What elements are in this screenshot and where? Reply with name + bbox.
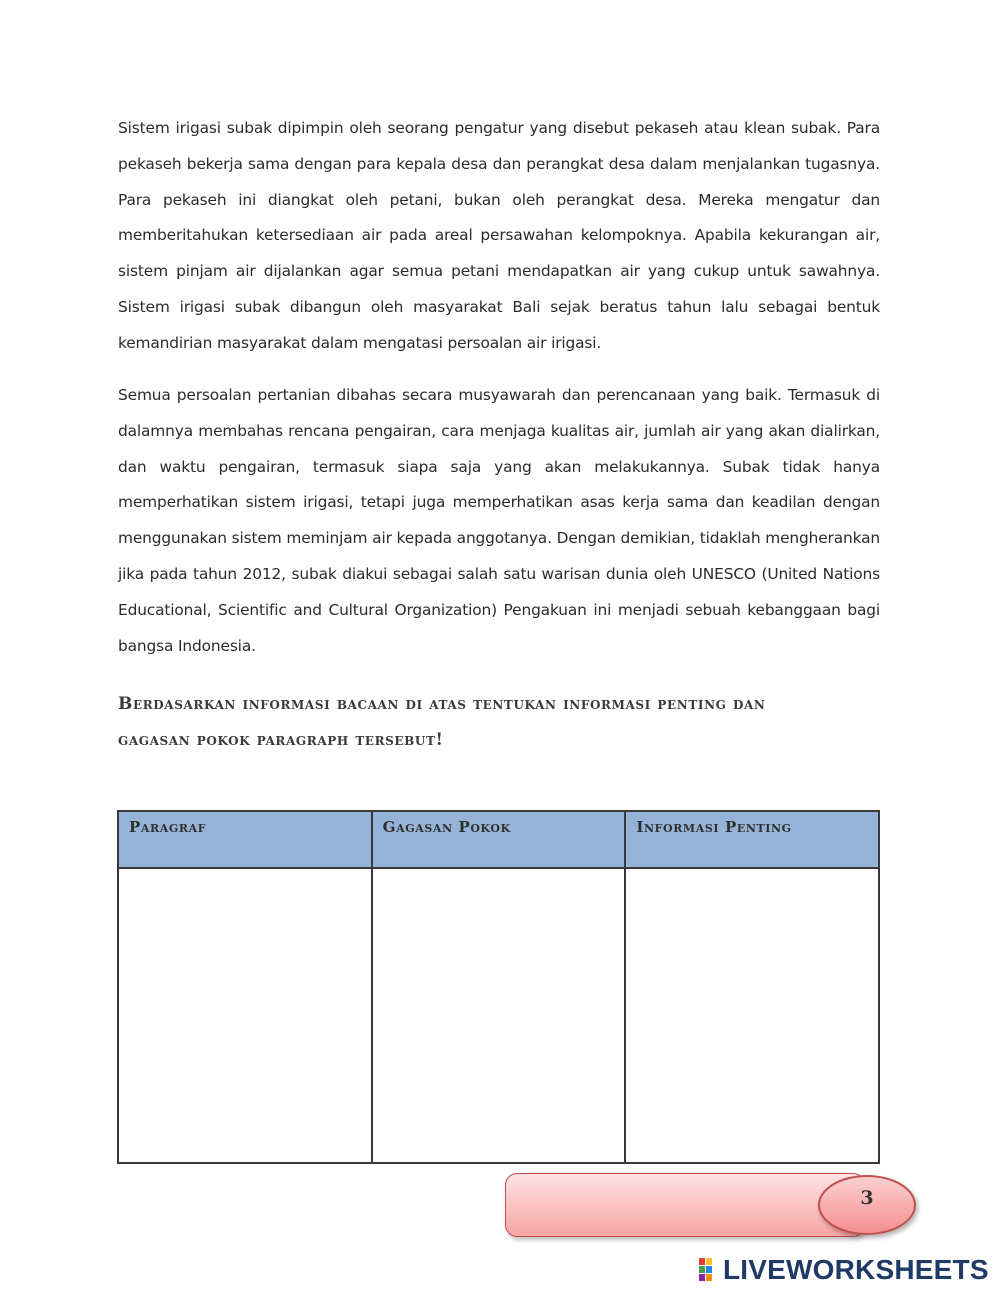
page-number: 3 — [818, 1175, 916, 1235]
brand-text: LIVEWORKSHEETS — [723, 1254, 989, 1285]
liveworksheets-logo-icon — [698, 1256, 720, 1284]
answer-table — [117, 810, 880, 1164]
instruction-line-1: Berdasarkan informasi bacaan di atas tentukan informasi penting dan — [118, 694, 766, 714]
answer-cell-informasi-penting[interactable] — [626, 869, 878, 1162]
answer-cell-paragraf[interactable] — [119, 869, 371, 1162]
instruction-line-2: gagasan pokok paragraph tersebut! — [118, 730, 444, 750]
page-footer-bar — [505, 1173, 865, 1237]
header-gagasan-pokok: Gagasan Pokok — [373, 812, 625, 867]
answer-cell-gagasan-pokok[interactable] — [373, 869, 625, 1162]
liveworksheets-brand — [698, 1252, 989, 1288]
instruction-text — [118, 686, 888, 758]
paragraph-2: Semua persoalan pertanian dibahas secara musyawarah dan perencanaan yang baik. Termasuk di dalamnya membahas rencana pengairan, cara menjaga kualitas air, jumlah air yang akan dialirkan, dan waktu pengairan, termasuk siapa saja yang akan melakukannya. Subak tidak hanya memperhatikan sistem irigasi, tetapi juga memperhatikan asas kerja sama dan keadilan dengan menggunakan sistem meminjam air kepada anggotanya. Dengan demikian, tidaklah mengherankan jika pada tahun 2012, subak diakui sebagai salah satu warisan dunia oleh UNESCO (United Nations Educational, Scientific and Cultural Organization) Pengakuan ini menjadi sebuah kebanggaan bagi bangsa Indonesia. — [118, 386, 880, 655]
paragraph-1: Sistem irigasi subak dipimpin oleh seorang pengatur yang disebut pekaseh atau klean subak. Para pekaseh bekerja sama dengan para kepala desa dan perangkat desa dalam menjalankan tugasnya. Para pekaseh ini diangkat oleh petani, bukan oleh perangkat desa. Mereka mengatur dan memberitahukan ketersediaan air pada areal persawahan kelompoknya. Apabila kekurangan air, sistem pinjam air dijalankan agar semua petani mendapatkan air yang cukup untuk sawahnya. Sistem irigasi subak dibangun oleh masyarakat Bali sejak beratus tahun lalu sebagai bentuk kemandirian masyarakat dalam mengatasi persoalan air irigasi. — [118, 119, 880, 352]
header-informasi-penting: Informasi Penting — [626, 812, 878, 867]
header-paragraf: Paragraf — [119, 812, 371, 867]
